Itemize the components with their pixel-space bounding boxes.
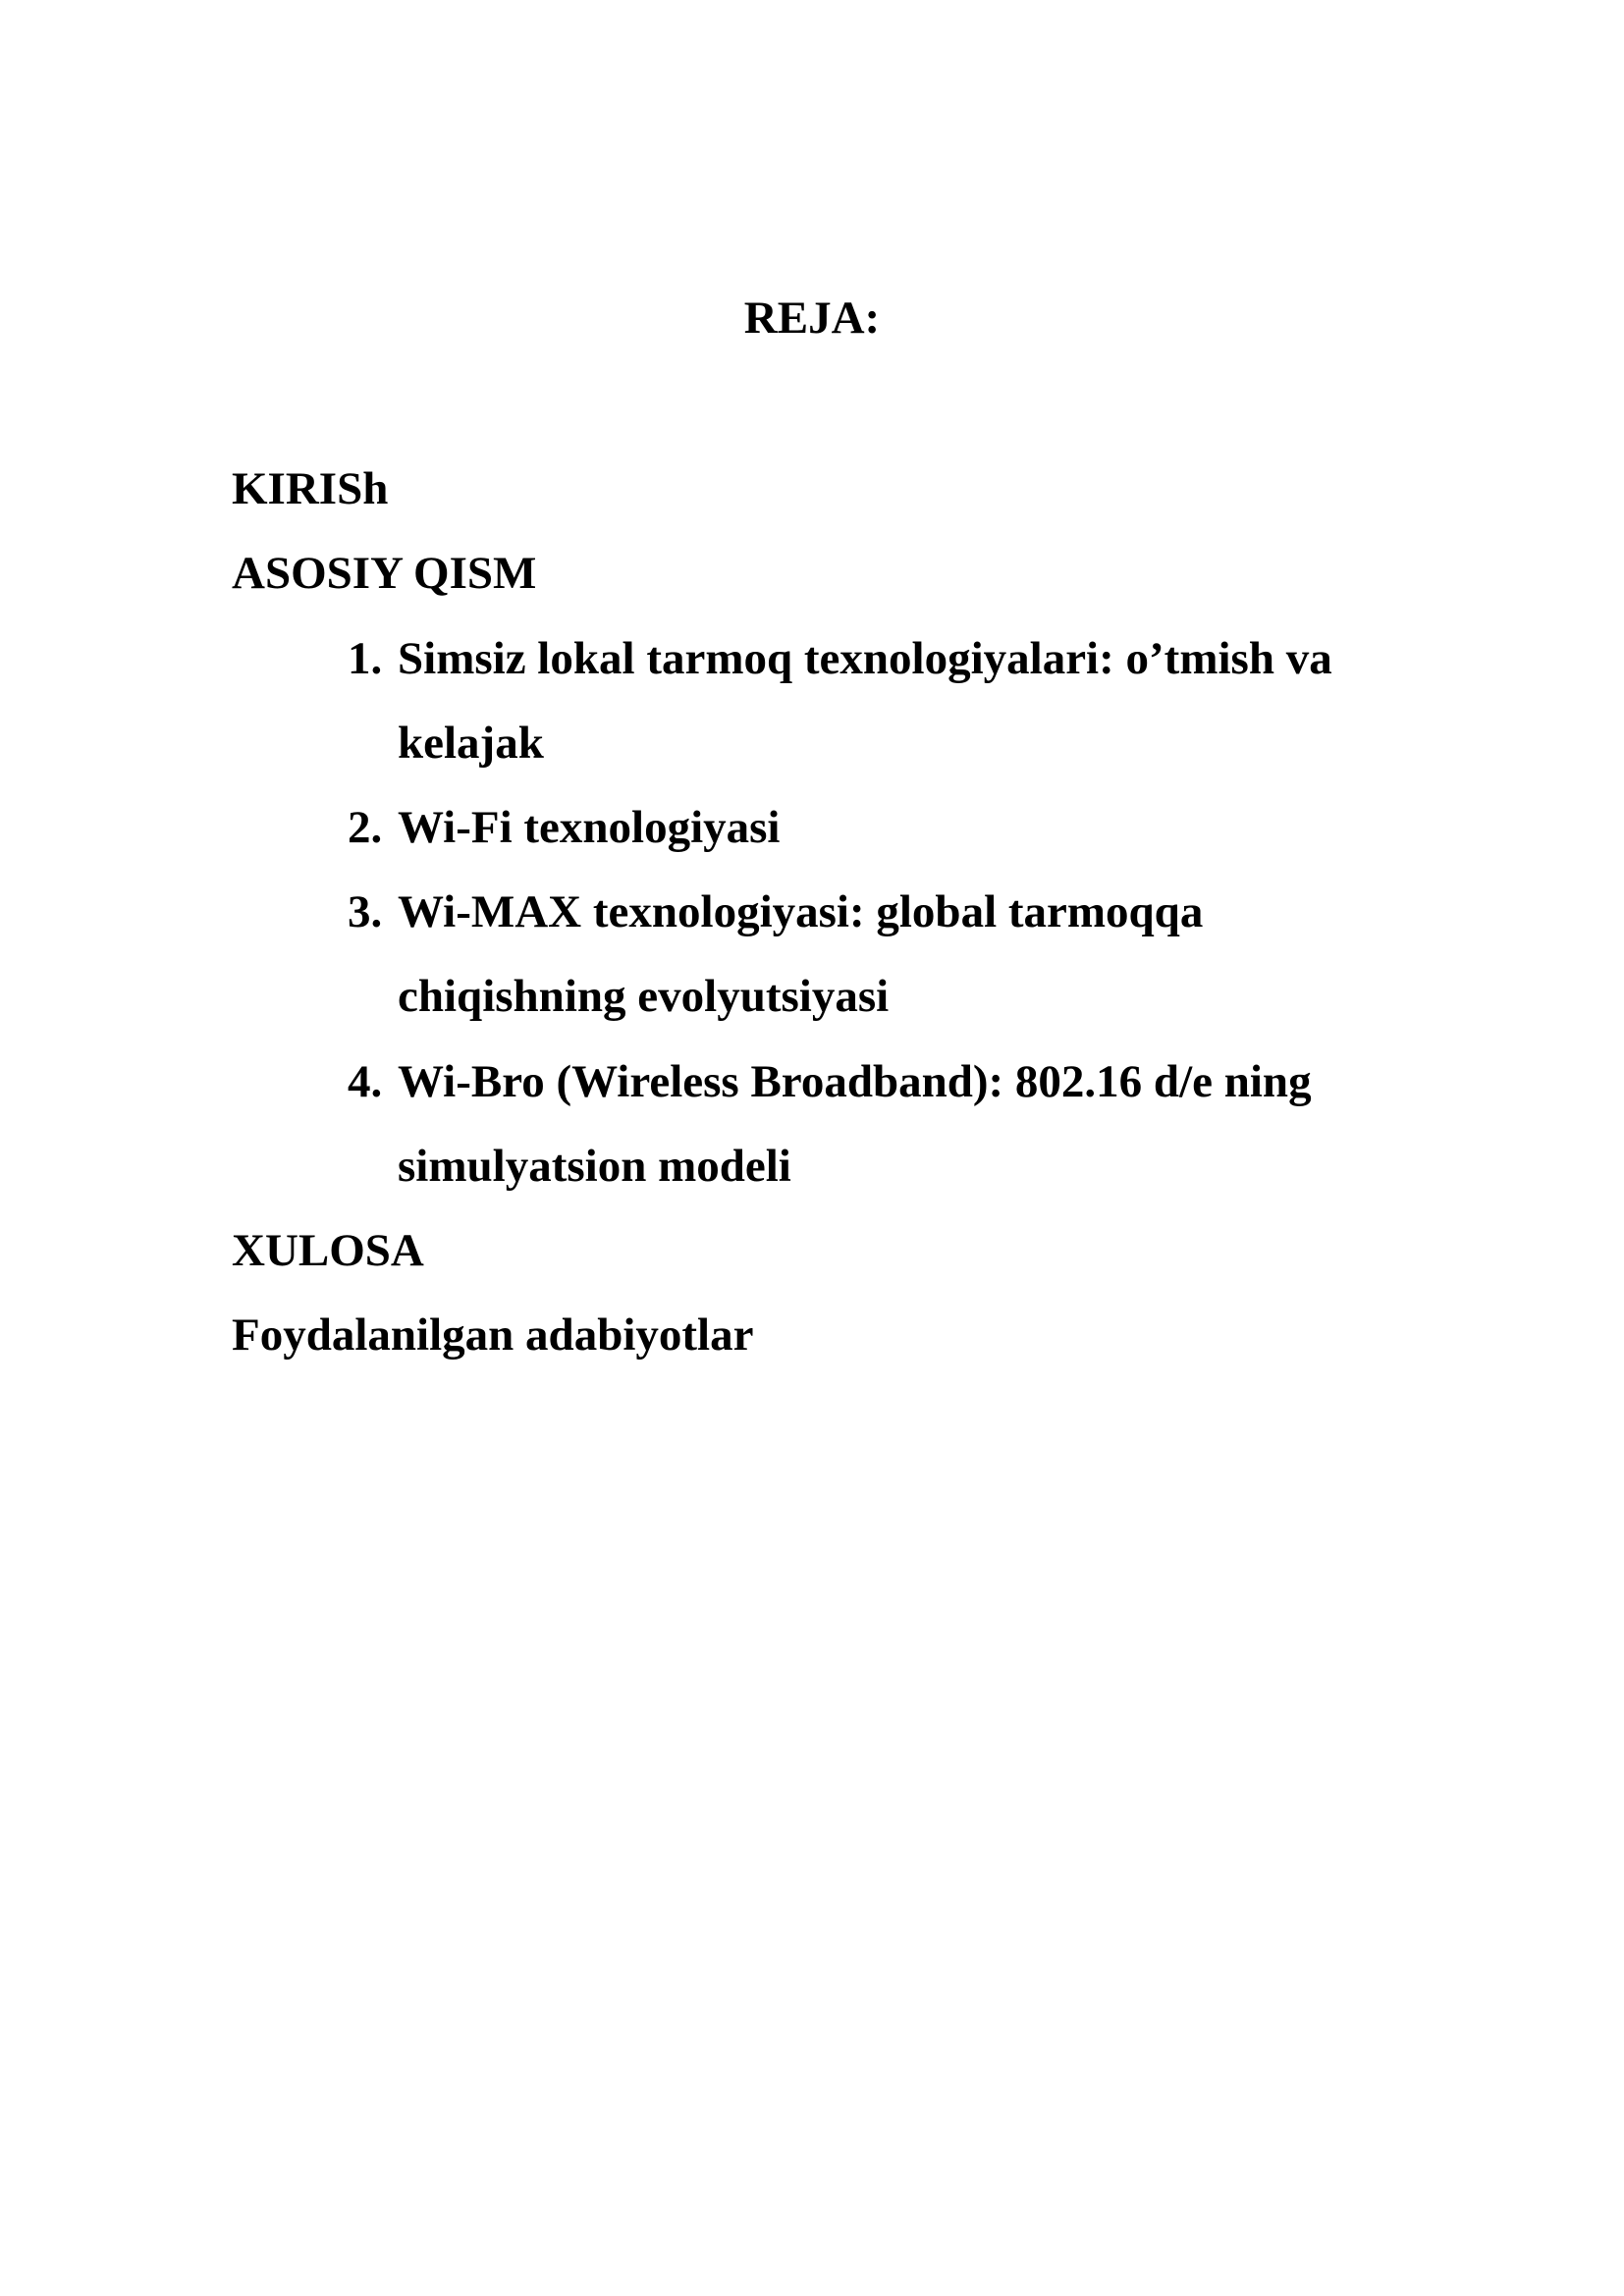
section-intro: KIRISh [232, 463, 389, 514]
list-item-number: 3. [348, 886, 383, 937]
list-item-text: Wi-MAX texnologiyasi: global tarmoqqa [398, 886, 1204, 937]
list-item-text: Wi-Fi texnologiyasi [398, 802, 781, 853]
list-item-number: 4. [348, 1056, 383, 1107]
section-references: Foydalanilgan adabiyotlar [232, 1309, 754, 1361]
section-conclusion: XULOSA [232, 1225, 424, 1276]
section-main: ASOSIY QISM [232, 548, 537, 599]
page-title: REJA: [743, 293, 881, 344]
list-item-text: Wi-Bro (Wireless Broadband): 802.16 d/e ning [398, 1056, 1312, 1107]
list-item-text: Simsiz lokal tarmoq texnologiyalari: o’tmish va [398, 633, 1332, 684]
list-item-text-continued: simulyatsion modeli [398, 1141, 791, 1192]
list-item-number: 1. [348, 633, 383, 684]
list-item-number: 2. [348, 802, 383, 853]
list-item-text-continued: kelajak [398, 718, 544, 769]
list-item-text-continued: chiqishning evolyutsiyasi [398, 971, 890, 1022]
